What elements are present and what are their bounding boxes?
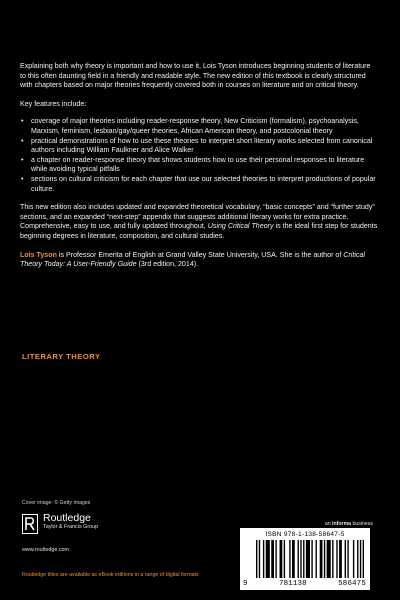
book-title: Using Critical Theory (207, 222, 274, 231)
barcode-bar (353, 540, 354, 578)
key-feature-item: • practical demonstrations of how to use these theories to interpret short literary works selected from canonical authors including William Faulkner and Alice Walker (20, 137, 378, 156)
description-text: This new edition also includes updated and expanded theoretical vocabulary, “basic concepts” and “further study” sections, and an expanded “next-step” appendix that suggests additional literary works for extra practice. Comprehensive, easy to use, and fully updated throughout, (20, 203, 375, 231)
barcode-bar (306, 540, 310, 578)
barcode-bar (327, 540, 331, 578)
publisher-name: Routledge (43, 512, 91, 524)
author-bio-text: (3rd edition, 2014). (136, 260, 199, 269)
informa-prefix: an (324, 521, 333, 527)
barcode-bar (275, 540, 276, 578)
barcode-bar (345, 540, 346, 578)
barcode-bar (339, 540, 342, 578)
barcode-bar (332, 540, 333, 578)
informa-brand: informa (332, 521, 352, 527)
barcode-bar (303, 540, 304, 578)
author-other-book-title: Critical Theory Today: A User-Friendly Guide (20, 250, 365, 269)
barcode-bar (292, 540, 295, 578)
author-bio (20, 251, 378, 270)
barcode-digit-group: 9 (243, 580, 248, 588)
key-feature-item: • a chapter on reader-response theory that shows students how to use their personal responses to literature while avoiding typical pitfalls (20, 156, 378, 175)
barcode-bar (324, 540, 325, 578)
isbn-barcode (240, 528, 370, 590)
barcode-bar (347, 540, 348, 578)
key-feature-item: • sections on cultural criticism for each chapter that use our selected theories to interpret productions of popular culture. (20, 175, 378, 194)
isbn-label: ISBN 978-1-138-58647-5 (265, 531, 345, 538)
publisher-text (43, 513, 98, 531)
informa-business-tag (325, 521, 373, 527)
barcode-bars (256, 540, 364, 578)
description-paragraph: Explaining both why theory is important and how to use it, Lois Tyson introduces beginning students of literature to this often daunting field in a friendly and readable style. The new edition of this textbook is clearly structured with chapters based on major theories frequently covered both in courses on literature and on critical theory. (20, 62, 371, 90)
informa-suffix: business (351, 521, 373, 527)
barcode-bar (256, 540, 257, 578)
barcode-bar (289, 540, 290, 578)
publisher-subtitle: Taylor & Francis Group (43, 524, 99, 530)
barcode-bar (320, 540, 323, 578)
cover-image-credit: Cover image: © Getty Images (22, 500, 91, 506)
barcode-digits (243, 580, 366, 588)
key-features-heading: Key features include: (20, 99, 87, 108)
description-text: is the ideal first step for students beginning degrees in literature, composition, and cultural studies. (20, 222, 378, 240)
key-features-list (20, 117, 378, 194)
publisher-url[interactable]: www.routledge.com (22, 547, 70, 553)
publisher-block (22, 513, 98, 534)
description (20, 62, 378, 279)
ebook-availability-note: Routledge titles are available as eBook editions in a range of digital formats (22, 572, 199, 578)
barcode-bar (336, 540, 337, 578)
barcode-bar (280, 540, 283, 578)
key-feature-item: • coverage of major theories including reader-response theory, New Criticism (formalism), psychoanalysis, Marxism, feminism, lesbian/gay/queer theories, African American theory, and postcolonial theory (20, 117, 378, 136)
barcode-bar (263, 540, 264, 578)
author-bio-text: is Professor Emerita of English at Grand Valley State University, USA. She is the author of (56, 250, 344, 259)
barcode-bar (357, 540, 358, 578)
subject-category: LITERARY THEORY (22, 352, 101, 361)
barcode-bar (271, 540, 274, 578)
barcode-digit-group: 781138 (279, 580, 307, 588)
barcode-bar (316, 540, 317, 578)
barcode-bar (298, 540, 299, 578)
description-paragraph-2 (20, 203, 378, 241)
barcode-bar (266, 540, 270, 578)
barcode-bar (259, 540, 260, 578)
routledge-logo-icon (22, 514, 38, 534)
barcode-bar (300, 540, 301, 578)
barcode-bar (360, 540, 361, 578)
barcode-bar (363, 540, 364, 578)
barcode-digit-group: 586475 (338, 580, 366, 588)
barcode-bar (284, 540, 285, 578)
author-name: Lois Tyson (20, 250, 57, 259)
barcode-bar (311, 540, 312, 578)
